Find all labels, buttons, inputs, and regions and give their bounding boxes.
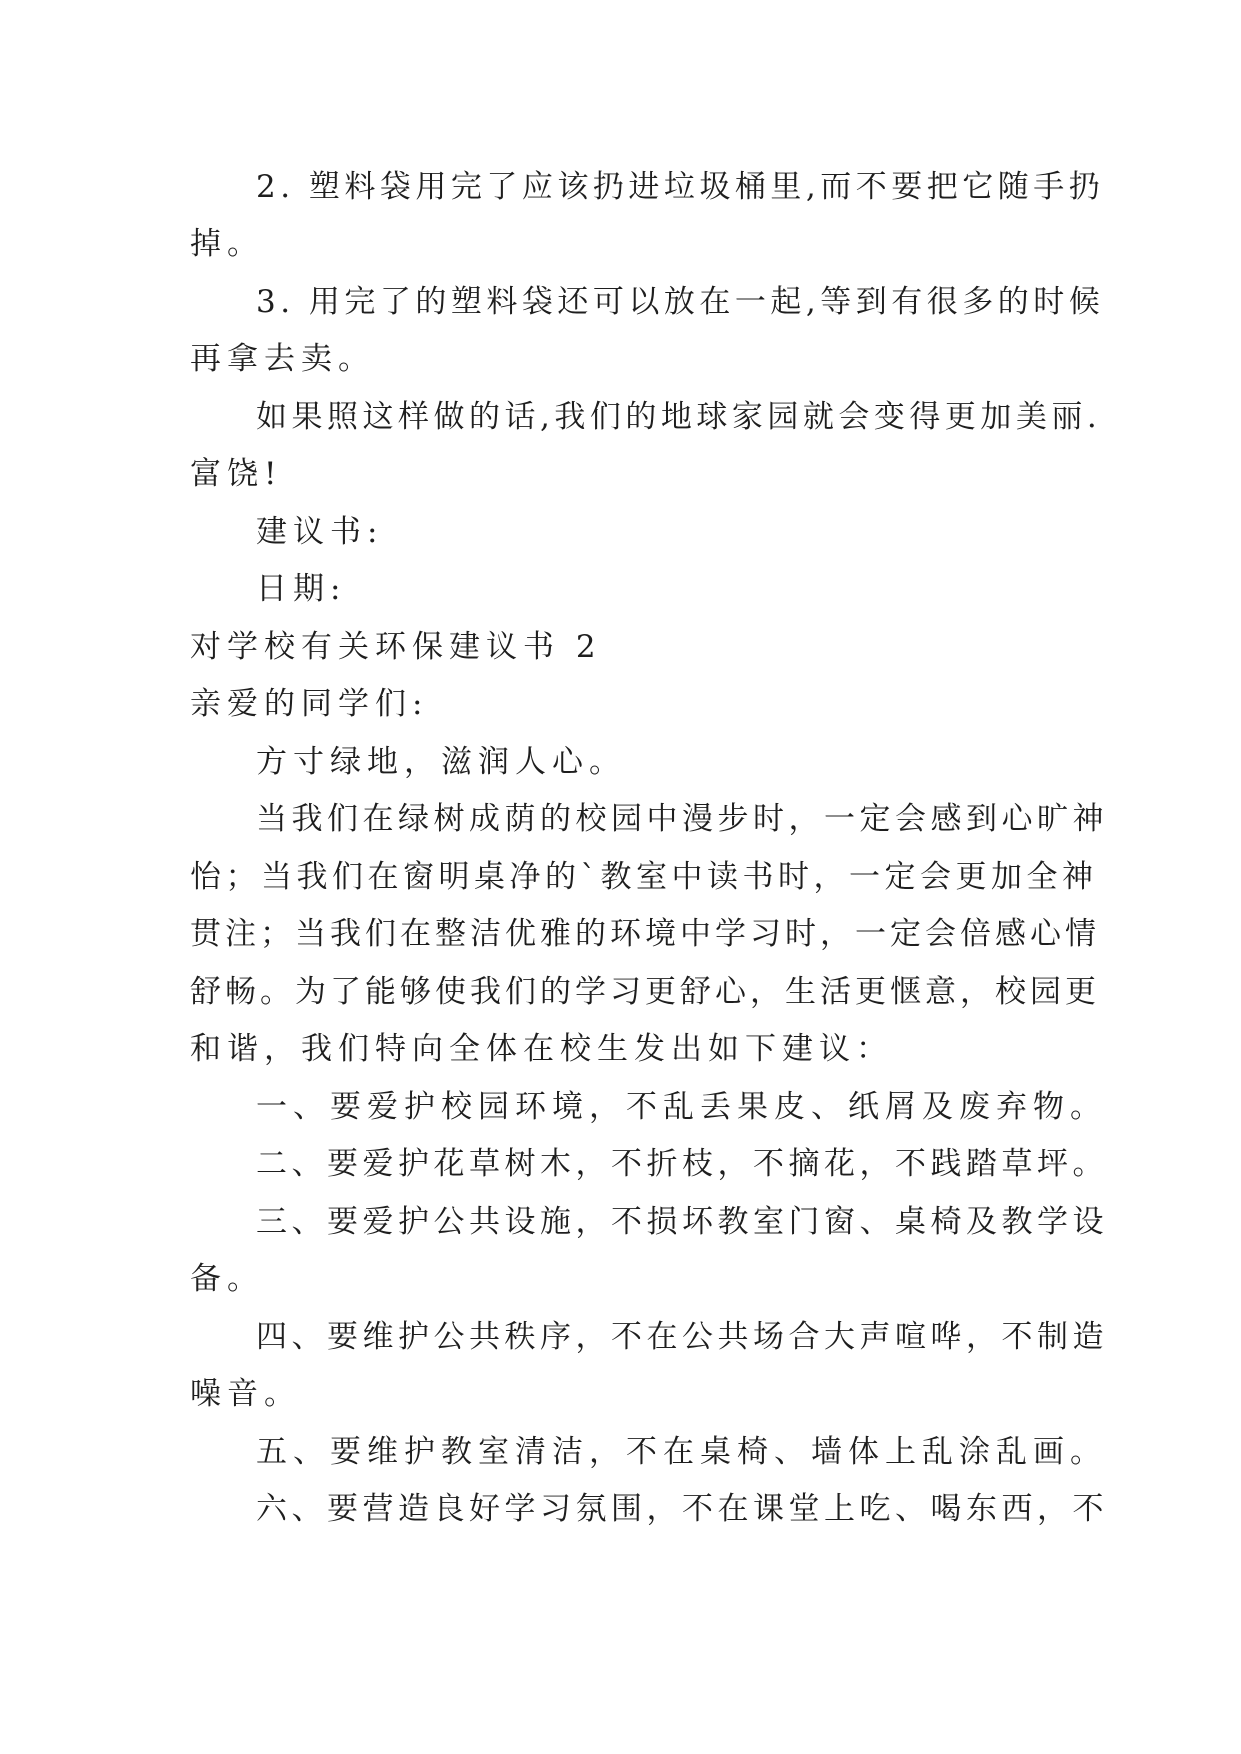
text-line: 日期:: [256, 571, 347, 607]
list-item: 五、要维护教室清洁，不在桌椅、墙体上乱涂乱画。: [256, 1434, 1107, 1470]
list-item: 一、要爱护校园环境，不乱丢果皮、纸屑及废弃物。: [256, 1089, 1107, 1125]
text-line: 3. 用完了的塑料袋还可以放在一起,等到有很多的时候: [256, 284, 1105, 320]
list-item: 四、要维护公共秩序，不在公共场合大声喧哗，不制造: [256, 1319, 1108, 1355]
text-line: 怡；当我们在窗明桌净的`教室中读书时，一定会更加全神: [190, 859, 1098, 895]
text-line: 噪音。: [190, 1376, 301, 1412]
text-line: 备。: [190, 1261, 264, 1297]
list-item: 三、要爱护公共设施，不损坏教室门窗、桌椅及教学设: [256, 1204, 1108, 1240]
text-line: 贯注；当我们在整洁优雅的环境中学习时，一定会倍感心情: [190, 916, 1100, 952]
text-line: 和谐，我们特向全体在校生发出如下建议：: [190, 1031, 893, 1067]
text-line: 再拿去卖。: [190, 341, 375, 377]
section-heading: 对学校有关环保建议书 2: [190, 629, 602, 665]
text-line: 方寸绿地，滋润人心。: [256, 744, 626, 780]
text-line: 如果照这样做的话,我们的地球家园就会变得更加美丽.: [256, 399, 1102, 435]
text-line: 掉。: [190, 226, 264, 262]
text-line: 建议书:: [256, 514, 384, 550]
text-line: 当我们在绿树成荫的校园中漫步时，一定会感到心旷神: [256, 801, 1108, 837]
list-item: 六、要营造良好学习氛围，不在课堂上吃、喝东西，不: [256, 1491, 1108, 1527]
list-item: 二、要爱护花草树木，不折枝，不摘花，不践踏草坪。: [256, 1146, 1108, 1182]
salutation: 亲爱的同学们:: [190, 686, 429, 722]
text-line: 2. 塑料袋用完了应该扔进垃圾桶里,而不要把它随手扔: [256, 169, 1105, 205]
text-line: 富饶!: [190, 456, 283, 492]
text-line: 舒畅。为了能够使我们的学习更舒心，生活更惬意，校园更: [190, 974, 1100, 1010]
